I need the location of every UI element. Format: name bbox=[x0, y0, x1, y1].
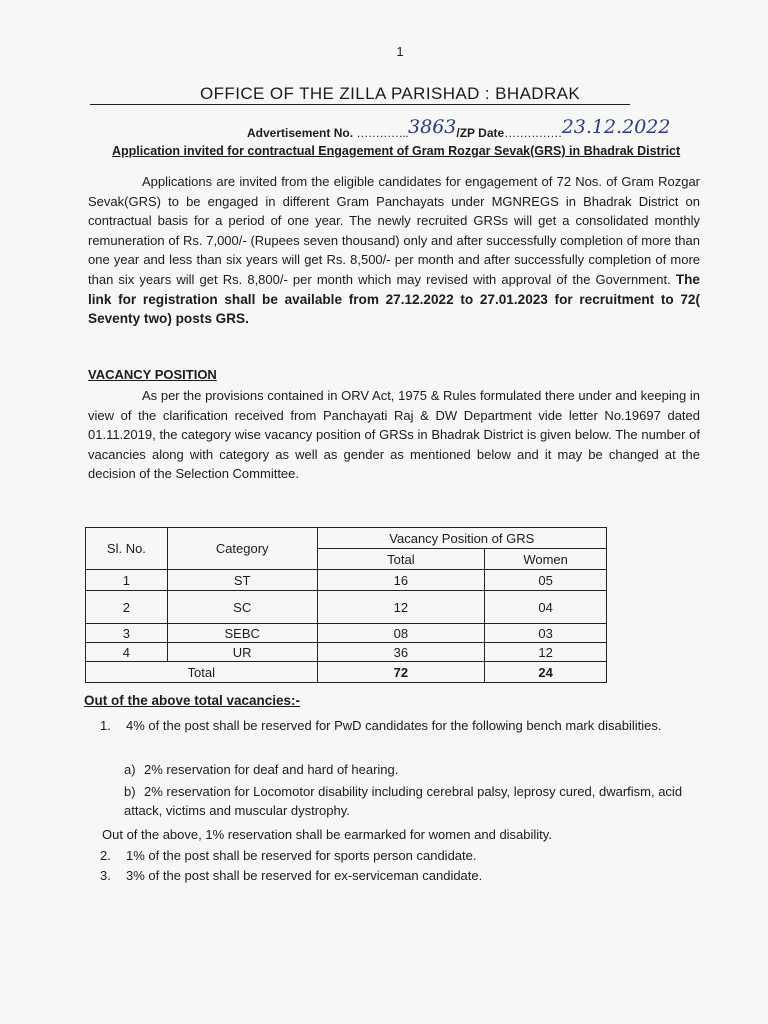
item-number: 2. bbox=[100, 848, 111, 863]
header-vacancy-position: Vacancy Position of GRS bbox=[317, 528, 606, 549]
cell-sl: 3 bbox=[86, 624, 168, 643]
total-women: 24 bbox=[485, 662, 607, 683]
sub-item-text: 2% reservation for deaf and hard of hearing. bbox=[144, 762, 399, 777]
date-dots: …………… bbox=[504, 126, 562, 140]
list-item bbox=[100, 716, 700, 735]
vacancy-paragraph bbox=[88, 386, 700, 484]
zp-date-label: /ZP Date bbox=[456, 126, 505, 140]
advertisement-line bbox=[247, 116, 671, 142]
cell-category: ST bbox=[167, 570, 317, 591]
title-underline bbox=[90, 104, 630, 105]
sub-list-item bbox=[124, 760, 684, 779]
intro-paragraph bbox=[88, 172, 700, 329]
item-text: 4% of the post shall be reserved for PwD candidates for the following bench mark disabilities. bbox=[126, 718, 662, 733]
reservations-heading: Out of the above total vacancies:- bbox=[84, 693, 301, 708]
sub-list-item bbox=[124, 782, 704, 820]
header-total: Total bbox=[317, 549, 485, 570]
total-vacancies: 72 bbox=[317, 662, 485, 683]
item-text: 1% of the post shall be reserved for sports person candidate. bbox=[126, 848, 477, 863]
table-row bbox=[86, 570, 607, 591]
total-label: Total bbox=[86, 662, 318, 683]
cell-category: SEBC bbox=[167, 624, 317, 643]
header-category: Category bbox=[167, 528, 317, 570]
advertisement-number: 3863 bbox=[408, 116, 457, 138]
registration-link-notice: The link for registration shall be available from 27.12.2022 to 27.01.2023 for recruitment to 72( Seventy two) posts GRS. bbox=[88, 271, 700, 327]
page-number: 1 bbox=[396, 44, 404, 59]
office-title: OFFICE OF THE ZILLA PARISHAD : BHADRAK bbox=[200, 84, 581, 103]
cell-total: 16 bbox=[317, 570, 485, 591]
item-number: 3. bbox=[100, 868, 111, 883]
table-row bbox=[86, 624, 607, 643]
item-number: 1. bbox=[100, 718, 111, 733]
cell-category: SC bbox=[167, 591, 317, 624]
sub-item-label: b) bbox=[124, 784, 136, 799]
sub-item-text: 2% reservation for Locomotor disability including cerebral palsy, leprosy cured, dwarfism, acid attack, victims and muscular dystrophy. bbox=[124, 784, 683, 818]
sub-item-label: a) bbox=[124, 762, 136, 777]
cell-women: 03 bbox=[485, 624, 607, 643]
advertisement-label: Advertisement No. bbox=[247, 126, 357, 140]
advertisement-date: 23.12.2022 bbox=[561, 116, 671, 138]
intro-text: Applications are invited from the eligible candidates for engagement of 72 Nos. of Gram Rozgar Sevak(GRS) to be engaged in different Gram Panchayats under MGNREGS in Bhadrak District on contractual basis for a period of one year. The newly recruited GRSs will get a consolidated monthly remuneration of Rs. 7,000/- (Rupees seven thousand) only and after successfully completion of more than one year and less than six years will get Rs. 8,500/- per month and after successfully completion of more than six years will get Rs. 8,800/- per month which may revised with approval of the Government. bbox=[88, 174, 700, 287]
vacancy-text: As per the provisions contained in ORV Act, 1975 & Rules formulated there under and keeping in view of the clarification received from Panchayati Raj & DW Department vide letter No.19697 dated 01.11.2019, the category wise vacancy position of GRSs in Bhadrak District is given below. The number of vacancies along with category as well as gender as mentioned below and it may be changed at the decision of the Selection Committee. bbox=[88, 388, 700, 482]
header-sl-no: Sl. No. bbox=[86, 528, 168, 570]
cell-total: 36 bbox=[317, 643, 485, 662]
cell-women: 12 bbox=[485, 643, 607, 662]
reservation-note: Out of the above, 1% reservation shall be earmarked for women and disability. bbox=[102, 827, 552, 842]
cell-total: 12 bbox=[317, 591, 485, 624]
table-total-row bbox=[86, 662, 607, 683]
cell-sl: 2 bbox=[86, 591, 168, 624]
cell-women: 04 bbox=[485, 591, 607, 624]
cell-sl: 1 bbox=[86, 570, 168, 591]
table-row bbox=[86, 591, 607, 624]
item-text: 3% of the post shall be reserved for ex-serviceman candidate. bbox=[126, 868, 483, 883]
list-item bbox=[100, 866, 700, 885]
cell-total: 08 bbox=[317, 624, 485, 643]
subject-line: Application invited for contractual Engagement of Gram Rozgar Sevak(GRS) in Bhadrak District bbox=[112, 144, 681, 158]
table-row bbox=[86, 643, 607, 662]
advertisement-dots: ………….. bbox=[356, 126, 409, 140]
header-women: Women bbox=[485, 549, 607, 570]
cell-sl: 4 bbox=[86, 643, 168, 662]
vacancy-heading: VACANCY POSITION bbox=[88, 367, 217, 382]
cell-women: 05 bbox=[485, 570, 607, 591]
cell-category: UR bbox=[167, 643, 317, 662]
list-item bbox=[100, 846, 700, 865]
vacancy-table bbox=[85, 527, 607, 683]
